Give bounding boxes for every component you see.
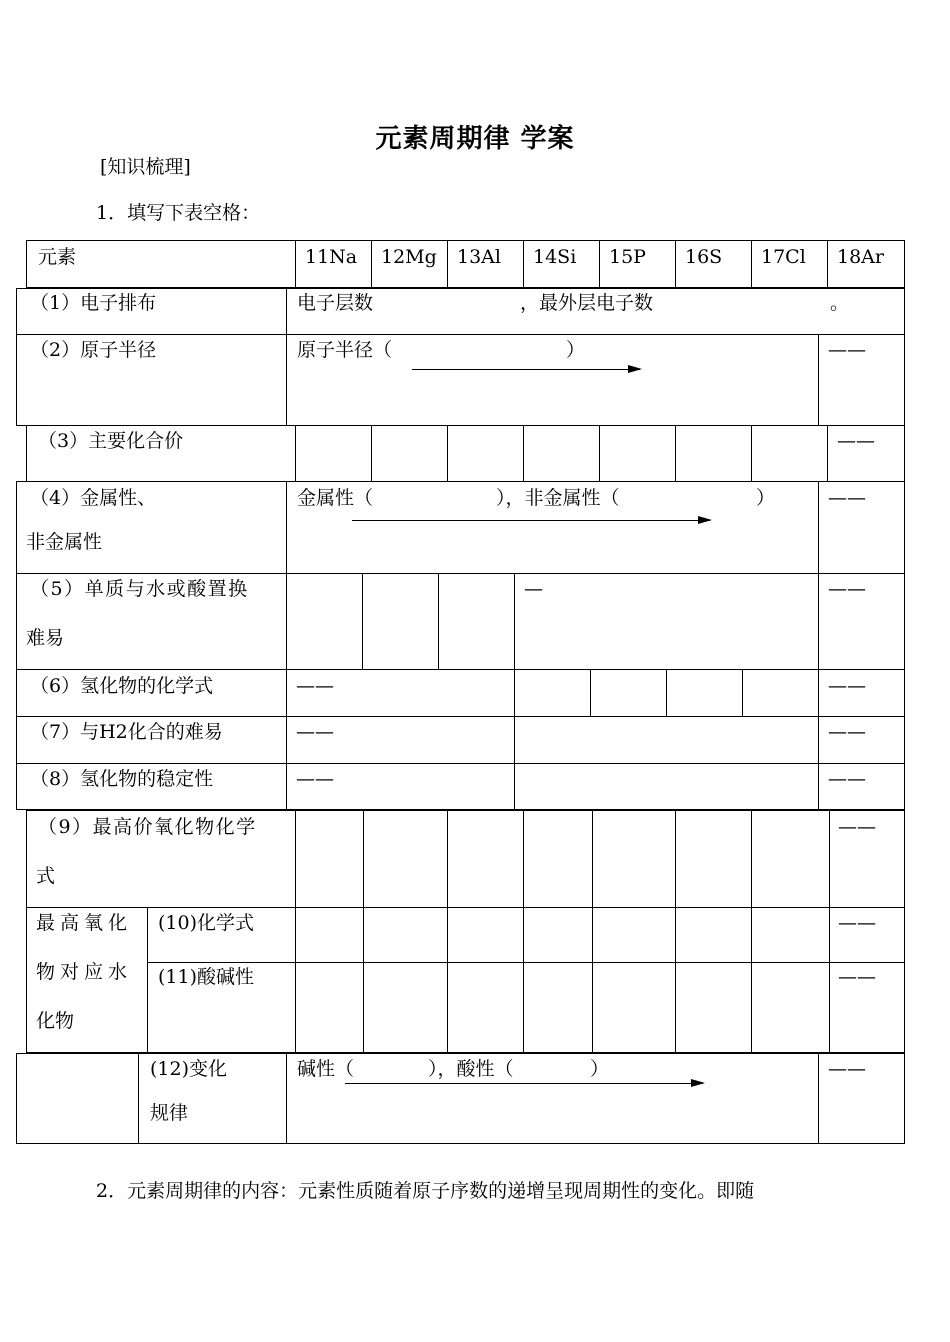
row-12-text: ），酸性（: [428, 1058, 514, 1080]
dash: ——: [838, 816, 876, 838]
row-4-text: 金属性（: [297, 487, 374, 509]
row-12-label: 规律: [150, 1102, 189, 1124]
element-cell: 14Si: [533, 246, 577, 268]
dash: ——: [296, 768, 334, 790]
arrow-right-icon: [345, 1083, 703, 1084]
row-11-label: (11)酸碱性: [158, 966, 255, 988]
row-9-label: （9）最高价氧化物化学: [38, 816, 257, 838]
element-cell: 15P: [609, 246, 646, 268]
row-1-text: 。: [830, 292, 850, 314]
dash: ——: [828, 721, 866, 743]
element-cell: 18Ar: [837, 246, 884, 268]
section-label: [知识梳理]: [100, 156, 191, 178]
dash: ——: [828, 1058, 866, 1080]
group-label: 最高氧化: [36, 912, 133, 934]
dash: ——: [828, 578, 866, 600]
row-7-label: （7）与H2化合的难易: [30, 721, 223, 743]
element-cell: 13Al: [457, 246, 501, 268]
dash: ——: [837, 430, 875, 452]
page-title: 元素周期律 学案: [375, 124, 575, 154]
row-1-text: ，最外层电子数: [520, 292, 654, 314]
row-5-label: （5）单质与水或酸置换: [30, 578, 249, 600]
dash: ——: [828, 768, 866, 790]
dash: ——: [296, 721, 334, 743]
group-label: 物对应水: [36, 961, 133, 983]
arrow-right-icon: [352, 520, 710, 521]
arrow-right-icon: [412, 369, 640, 370]
element-cell: 11Na: [305, 246, 358, 268]
row-12-label: (12)变化: [150, 1058, 228, 1080]
row-6-label: （6）氢化物的化学式: [30, 675, 214, 697]
row-4-label: （4）金属性、: [30, 487, 157, 509]
dash: ——: [828, 339, 866, 361]
row-1-label: （1）电子排布: [30, 292, 157, 314]
element-cell: 17Cl: [761, 246, 806, 268]
row-5-label: 难易: [26, 627, 65, 649]
dash: ——: [838, 912, 876, 934]
dash: ——: [828, 487, 866, 509]
row-4-label: 非金属性: [26, 531, 103, 553]
question-2: 2．元素周期律的内容：元素性质随着原子序数的递增呈现周期性的变化。即随: [96, 1180, 755, 1202]
row-2-text: 原子半径（: [297, 339, 393, 361]
row-10-label: (10)化学式: [158, 912, 255, 934]
row-9-label: 式: [36, 865, 56, 887]
element-cell: 16S: [685, 246, 723, 268]
element-cell: 12Mg: [381, 246, 437, 268]
row-4-text: ）: [756, 487, 776, 509]
short-dash: —: [524, 578, 543, 600]
row-2-text: ）: [566, 339, 586, 361]
row-8-label: （8）氢化物的稳定性: [30, 768, 214, 790]
question-1: 1．填写下表空格：: [96, 202, 261, 224]
row-12-text: ）: [590, 1058, 610, 1080]
row-2-label: （2）原子半径: [30, 339, 157, 361]
row-3-label: （3）主要化合价: [38, 430, 184, 452]
row-4-text: ），非金属性（: [496, 487, 620, 509]
dash: ——: [838, 966, 876, 988]
row-12-text: 碱性（: [297, 1058, 355, 1080]
dash: ——: [296, 675, 334, 697]
dash: ——: [828, 675, 866, 697]
group-label: 化物: [36, 1010, 75, 1032]
header-label: 元素: [38, 246, 77, 268]
row-1-text: 电子层数: [297, 292, 374, 314]
